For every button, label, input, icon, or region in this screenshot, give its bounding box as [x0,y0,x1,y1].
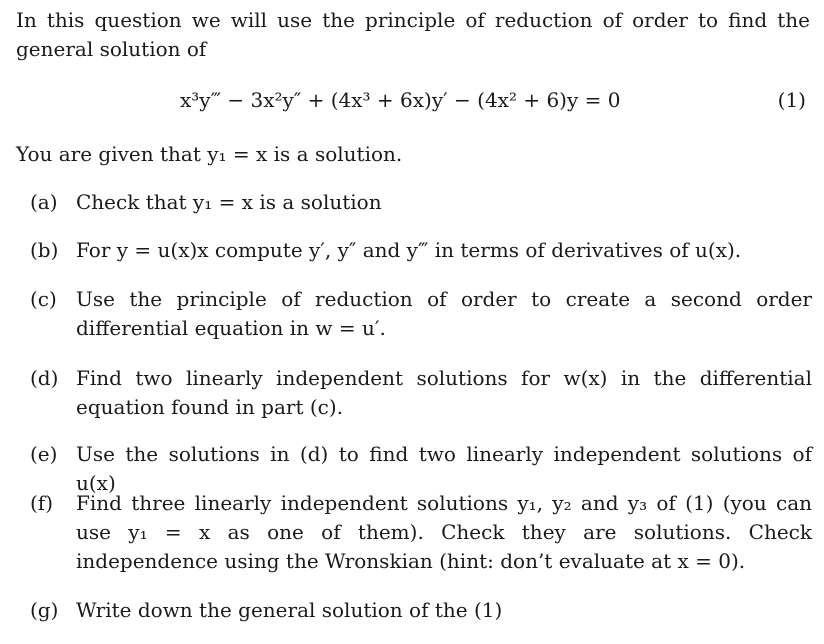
item-d [30,364,812,422]
item-label: (g) [30,598,59,622]
differential-equation: x³y‴ − 3x²y″ + (4x³ + 6x)y′ − (4x² + 6)y = 0 [180,88,621,112]
item-label: (a) [30,190,58,214]
intro-paragraph: In this question we will use the principle of reduction of order to find the general solution of [16,8,810,61]
item-label: (f) [30,491,54,515]
item-text: Find three linearly independent solutions y₁, y₂ and y₃ of (1) (you can use y₁ = x as one of them). Check they are solutions. Check independence using the Wronskian (hint: don’t evaluate at x = 0). [76,491,812,573]
item-text: Use the solutions in (d) to find two linearly independent solutions of u(x) [76,442,812,495]
item-text: Find two linearly independent solutions for w(x) in the differential equation found in part (c). [76,366,812,419]
item-label: (d) [30,366,59,390]
given-statement: You are given that y₁ = x is a solution. [16,142,403,166]
item-a [30,188,812,217]
item-label: (b) [30,238,59,262]
item-b [30,236,812,265]
equation-number: (1) [777,88,806,112]
item-c [30,285,812,343]
item-text: Check that y₁ = x is a solution [76,190,382,214]
item-label: (e) [30,442,58,466]
item-text: Use the principle of reduction of order to create a second order differential equation in w = u′. [76,287,812,340]
item-f [30,489,812,576]
item-text: For y = u(x)x compute y′, y″ and y‴ in terms of derivatives of u(x). [76,238,742,262]
item-text: Write down the general solution of the (1) [76,598,503,622]
item-g [30,596,812,625]
equation-row [0,86,824,116]
item-label: (c) [30,287,57,311]
